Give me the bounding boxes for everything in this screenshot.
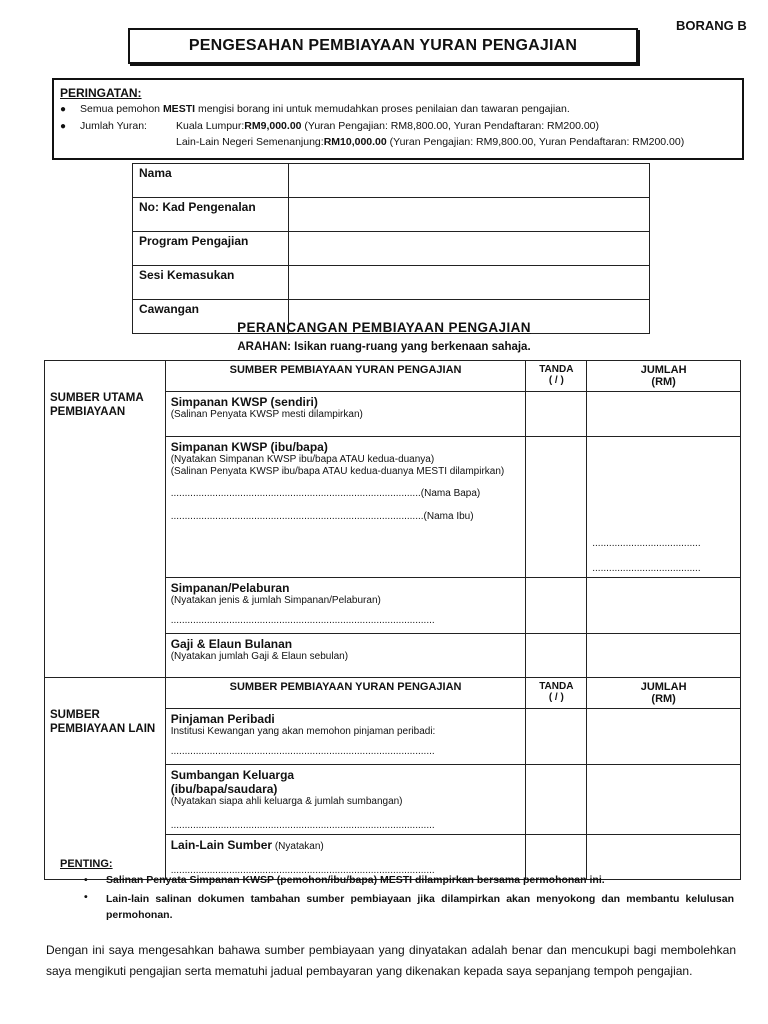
field-label: No: Kad Pengenalan: [133, 198, 289, 232]
warning-box: [52, 78, 744, 160]
savings-amount[interactable]: [587, 578, 741, 634]
form-code: BORANG B: [676, 18, 747, 33]
family-line[interactable]: ...............................................................................................: [170, 820, 435, 831]
jumlah-header: JUMLAH (RM): [587, 361, 741, 392]
kwsp-self-amount[interactable]: [587, 392, 741, 437]
warning-heading: PERINGATAN:: [60, 86, 142, 100]
mother-name-line[interactable]: ...........................................................................................(Nama Ibu): [170, 511, 474, 522]
other-line[interactable]: ...............................................................................................: [170, 865, 435, 876]
applicant-info-table: [132, 163, 650, 334]
other-amount[interactable]: [587, 835, 741, 880]
planning-instruction: ARAHAN: Isikan ruang-ruang yang berkenaan sahaja.: [237, 341, 531, 353]
declaration-text: Dengan ini saya mengesahkan bahawa sumber pembiayaan yang dinyatakan adalah benar dan mencukupi bagi membolehkan saya mengikuti pengajian serta mematuhi jadual pembayaran yang dikenakan kepada saya sepanjang tempoh pengajian.: [46, 943, 736, 978]
savings-item: Simpanan/Pelaburan (Nyatakan jenis & jumlah Simpanan/Pelaburan) ...............................................................................................: [165, 578, 526, 634]
financing-table: [44, 360, 741, 880]
fees-kl: Kuala Lumpur:RM9,000.00 (Yuran Pengajian: RM8,800.00, Yuran Pendaftaran: RM200.00): [176, 120, 600, 132]
table-header-row: [45, 678, 741, 709]
salary-item: Gaji & Elaun Bulanan (Nyatakan jumlah Gaji & Elaun sebulan): [165, 634, 526, 678]
program-field[interactable]: [289, 232, 650, 266]
source-header: SUMBER PEMBIAYAAN YURAN PENGAJIAN: [165, 678, 526, 709]
fees-other: Lain-Lain Negeri Semenanjung:RM10,000.00 (Yuran Pengajian: RM9,800.00, Yuran Pendaftaran: RM200.00): [176, 136, 685, 148]
name-field[interactable]: [289, 164, 650, 198]
table-row: [133, 266, 650, 300]
father-name-line[interactable]: ..........................................................................................(Nama Bapa): [170, 488, 481, 499]
other-item: Lain-Lain Sumber (Nyatakan) ...............................................................................................: [165, 835, 526, 880]
important-point-2: • Lain-lain salinan dokumen tambahan sumber pembiayaan jika dilampirkan akan menyokong dan membantu kelulusan permohonan.: [84, 891, 734, 921]
ic-number-field[interactable]: [289, 198, 650, 232]
intake-session-field[interactable]: [289, 266, 650, 300]
loan-tick[interactable]: [526, 709, 587, 765]
family-amount[interactable]: [587, 765, 741, 835]
fees-label: Jumlah Yuran:: [80, 120, 147, 132]
tanda-header: TANDA ( / ): [526, 678, 587, 709]
source-header: SUMBER PEMBIAYAAN YURAN PENGAJIAN: [165, 361, 526, 392]
loan-line[interactable]: ...............................................................................................: [170, 746, 435, 757]
other-source-category: SUMBER PEMBIAYAAN LAIN: [45, 678, 166, 880]
form-title: PENGESAHAN PEMBIAYAAN YURAN PENGAJIAN: [128, 28, 638, 64]
kwsp-parent-amount: [587, 437, 741, 578]
important-heading: PENTING:: [60, 858, 113, 870]
table-header-row: [45, 361, 741, 392]
field-label: Program Pengajian: [133, 232, 289, 266]
other-tick[interactable]: [526, 835, 587, 880]
savings-tick[interactable]: [526, 578, 587, 634]
planning-title: PERANCANGAN PEMBIAYAAN PENGAJIAN: [237, 320, 531, 335]
important-point-1: • Salinan Penyata Simpanan KWSP (pemohon/ibu/bapa) MESTI dilampirkan bersama permohonan ini.: [84, 874, 605, 886]
kwsp-self-item: Simpanan KWSP (sendiri) (Salinan Penyata KWSP mesti dilampirkan): [165, 392, 526, 437]
table-row: [133, 198, 650, 232]
kwsp-self-tick[interactable]: [526, 392, 587, 437]
table-row: [133, 164, 650, 198]
loan-item: Pinjaman Peribadi Institusi Kewangan yang akan memohon pinjaman peribadi: ...............................................................................................: [165, 709, 526, 765]
warning-fees: ● Jumlah Yuran:: [60, 120, 147, 132]
savings-line[interactable]: ...............................................................................................: [170, 615, 435, 626]
loan-amount[interactable]: [587, 709, 741, 765]
family-tick[interactable]: [526, 765, 587, 835]
kwsp-parent-item: Simpanan KWSP (ibu/bapa) (Nyatakan Simpanan KWSP ibu/bapa ATAU kedua-duanya) (Salinan Penyata KWSP ibu/bapa ATAU kedua-duanya MESTI dilampirkan) ..........................................................................................(Nama Bapa) ...........................................................................................(Nama Ibu): [165, 437, 526, 578]
mother-amount-line[interactable]: .......................................: [592, 563, 701, 574]
salary-tick[interactable]: [526, 634, 587, 678]
father-amount-line[interactable]: .......................................: [592, 538, 701, 549]
field-label: Cawangan: [133, 300, 289, 334]
kwsp-parent-tick[interactable]: [526, 437, 587, 578]
family-item: Sumbangan Keluarga (ibu/bapa/saudara) (Nyatakan siapa ahli keluarga & jumlah sumbangan) ...............................................................................................: [165, 765, 526, 835]
field-label: Sesi Kemasukan: [133, 266, 289, 300]
table-row: [133, 232, 650, 266]
warning-line-1: ● Semua pemohon MESTI mengisi borang ini untuk memudahkan proses penilaian dan tawaran pengajian.: [60, 103, 570, 115]
salary-amount[interactable]: [587, 634, 741, 678]
main-source-category: SUMBER UTAMA PEMBIAYAAN: [45, 361, 166, 678]
tanda-header: TANDA ( / ): [526, 361, 587, 392]
jumlah-header: JUMLAH (RM): [587, 678, 741, 709]
field-label: Nama: [133, 164, 289, 198]
